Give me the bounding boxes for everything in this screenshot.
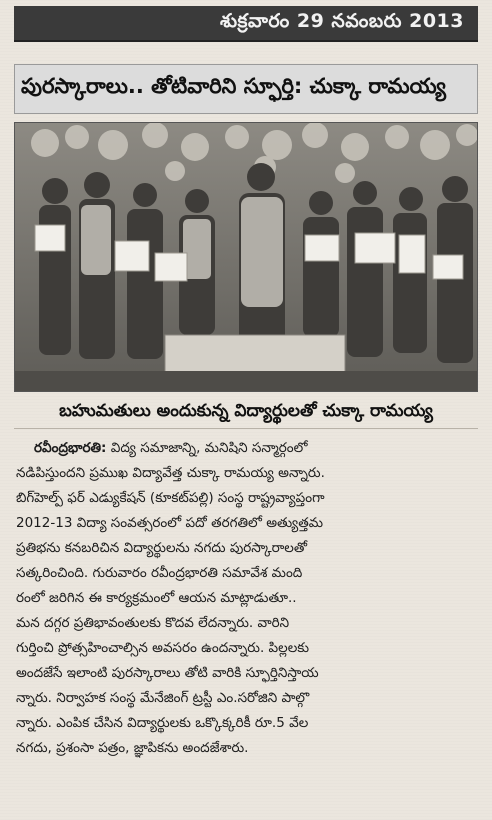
article-line: 2012-13 విద్యా సంవత్సరంలో పదో తరగతిలో అత్యుత్తమ [16, 515, 324, 531]
article-line: న్నారు. ఎంపిక చేసిన విద్యార్థులకు ఒక్కొక్కరికీ రూ.5 వేల [16, 715, 309, 731]
headline-box [14, 64, 478, 114]
article-line: నగదు, ప్రశంసా పత్రం, జ్ఞాపికను అందజేశారు. [16, 740, 249, 756]
article-line: నడిపిస్తుందని ప్రముఖ విద్యావేత్త చుక్కా రామయ్య అన్నారు. [16, 465, 325, 481]
photo-caption: బహుమతులు అందుకున్న విద్యార్థులతో చుక్కా రామయ్య [59, 401, 433, 421]
group-photo-illustration [15, 123, 477, 391]
news-photo [14, 122, 478, 392]
floor [15, 371, 477, 391]
dateline: రవీంద్రభారతి: [34, 440, 107, 456]
article-line: ప్రతిభను కనబరిచిన విద్యార్థులను నగదు పురస్కారాలతో [16, 540, 308, 556]
caption-divider [14, 428, 478, 429]
publication-date: శుక్రవారం 29 నవంబరు 2013 [220, 9, 464, 32]
article-line: గుర్తించి ప్రోత్సహించాల్సిన అవసరం ఉందన్నారు. పిల్లలకు [16, 640, 309, 656]
article-body [16, 436, 476, 812]
article-line: న్నారు. నిర్వాహక సంస్థ మేనేజింగ్ ట్రస్టీ ఎం.సరోజిని పాల్గొ [16, 690, 310, 706]
article-line: సత్కరించింది. గురువారం రవీంద్రభారతి సమావేశ మంది [16, 565, 303, 581]
date-banner [14, 6, 478, 42]
article-line: అందజేసే ఇలాంటి పురస్కారాలు తోటి వారికి స్ఫూర్తినిస్తాయ [16, 665, 319, 681]
article-line [16, 436, 476, 461]
article-line: మన దగ్గర ప్రతిభావంతులకు కొదవ లేదన్నారు. వారిని [16, 615, 290, 631]
article-line-text: విద్య సమాజాన్ని, మనిషిని సన్మార్గంలో [110, 440, 308, 456]
article-line: బిగ్‌హెల్ప్ ఫర్ ఎడ్యుకేషన్ (కూకట్‌పల్లి) సంస్థ రాష్ట్రవ్యాప్తంగా [16, 490, 325, 506]
article-line: రంలో జరిగిన ఈ కార్యక్రమంలో ఆయన మాట్లాడుతూ.. [16, 590, 297, 606]
headline: పురస్కారాలు.. తోటివారిని స్ఫూర్తి: చుక్కా రామయ్య [21, 74, 446, 98]
